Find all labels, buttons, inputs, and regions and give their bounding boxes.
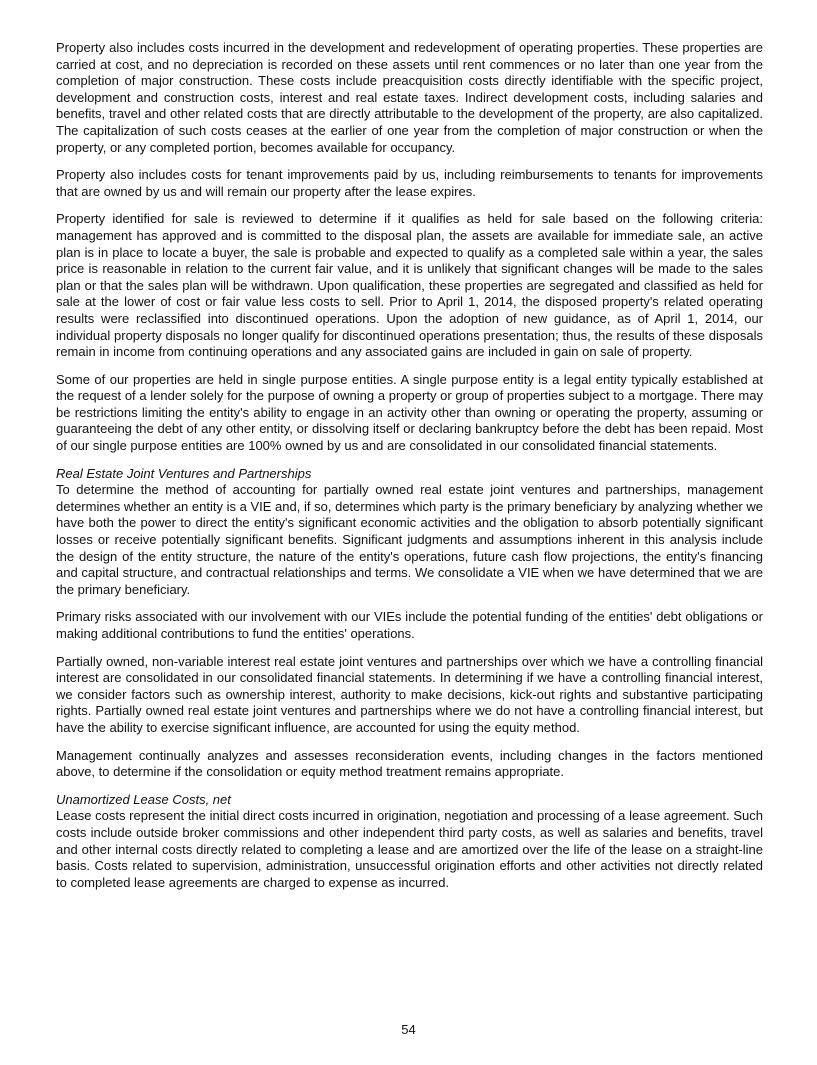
paragraph-controlling-interest: Partially owned, non-variable interest real estate joint ventures and partnerships over which we have a controlling financial interest are consolidated in our consolidated financial statements. In determining if we have a controlling financial interest, we consider factors such as ownership interest, authority to make decisions, kick-out rights and substantive participating rights. Partially owned real estate joint ventures and partnerships where we do not have a controlling financial interest, but have the ability to exercise significant influence, are accounted for using the equity method. [56,653,763,735]
paragraph-single-purpose-entities: Some of our properties are held in single purpose entities. A single purpose entity is a legal entity typically established at the request of a lender solely for the purpose of owning a property or group of properties subject to a mortgage. There may be restrictions limiting the entity's ability to engage in an activity other than owning or operating the property, assuming or guaranteeing the debt of any other entity, or dissolving itself or declaring bankruptcy before the debt has been repaid. Most of our single purpose entities are 100% owned by us and are consolidated in our consolidated financial statements. [56,371,763,454]
paragraph-development-costs: Property also includes costs incurred in the development and redevelopment of operating properties. These properties are carried at cost, and no depreciation is recorded on these assets until rent commences or no later than one year from the completion of major construction. These costs include preacquisition costs directly identifiable with the specific project, development and construction costs, interest and real estate taxes. Indirect development costs, including salaries and benefits, travel and other related costs that are directly attributable to the development of the property, are also capitalized. The capitalization of such costs ceases at the earlier of one year from the completion of major construction or when the property, or any completed portion, becomes available for occupancy. [56,40,763,155]
paragraph-vie-accounting: To determine the method of accounting for partially owned real estate joint ventures and partnerships, management determines whether an entity is a VIE and, if so, determines which party is the primary beneficiary by analyzing whether we have both the power to direct the entity's significant economic activities and the obligation to absorb potentially significant losses or receive potentially significant benefits. Significant judgments and assumptions inherent in this analysis include the design of the entity structure, the nature of the entity's operations, future cash flow projections, the entity's financing and capital structure, and contractual relationships and terms. We consolidate a VIE when we have determined that we are the primary beneficiary. [56,482,763,597]
paragraph-held-for-sale: Property identified for sale is reviewed to determine if it qualifies as held for sale based on the following criteria: management has approved and is committed to the disposal plan, the assets are available for immediate sale, an active plan is in place to locate a buyer, the sale is probable and expected to qualify as a completed sale within a year, the sales price is reasonable in relation to the current fair value, and it is unlikely that significant changes will be made to the sales plan or that the sales plan will be withdrawn. Upon qualification, these properties are segregated and classified as held for sale at the lower of cost or fair value less costs to sell. Prior to April 1, 2014, the disposed property's related operating results were reclassified into discontinued operations. Upon the adoption of new guidance, as of April 1, 2014, our individual property disposals no longer qualify for discontinued operations presentation; thus, the results of these disposals remain in income from continuing operations and any associated gains are included in gain on sale of property. [56,211,763,360]
heading-lease-costs: Unamortized Lease Costs, net [56,791,231,807]
paragraph-reconsideration-events: Management continually analyzes and assesses reconsideration events, including changes in the factors mentioned above, to determine if the consolidation or equity method treatment remains appropriate. [56,747,763,780]
paragraph-lease-costs: Lease costs represent the initial direct costs incurred in origination, negotiation and processing of a lease agreement. Such costs include outside broker commissions and other independent third party costs, as well as salaries and benefits, travel and other internal costs directly related to completing a lease and are amortized over the life of the lease on a straight-line basis. Costs related to supervision, administration, unsuccessful origination efforts and other activities not directly related to completed lease agreements are charged to expense as incurred. [56,808,763,890]
document-page [56,40,763,902]
paragraph-tenant-improvements: Property also includes costs for tenant improvements paid by us, including reimbursements to tenants for improvements that are owned by us and will remain our property after the lease expires. [56,167,763,199]
page-number: 54 [401,1022,416,1037]
heading-joint-ventures: Real Estate Joint Ventures and Partnerships [56,465,312,481]
section-joint-ventures [56,466,763,599]
paragraph-vie-risks: Primary risks associated with our involvement with our VIEs include the potential funding of the entities' debt obligations or making additional contributions to fund the entities' operations. [56,609,763,641]
section-lease-costs [56,792,763,892]
